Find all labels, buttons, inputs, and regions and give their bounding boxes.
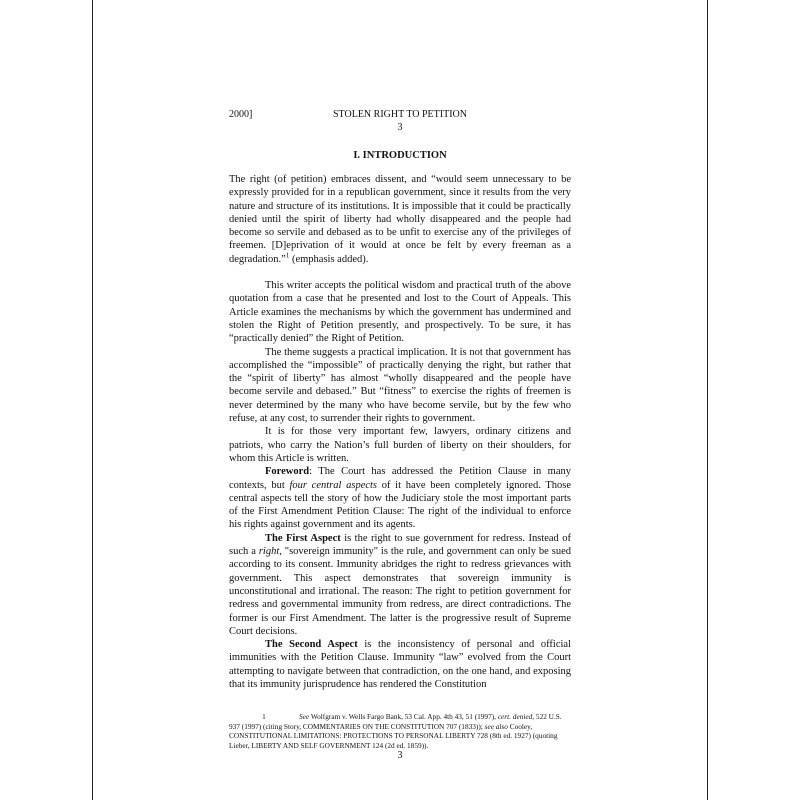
footnote-area [229, 712, 571, 750]
footnote-text-c: Cooley, CONSTITUTIONAL LIMITATIONS: PROTECTIONS TO PERSONAL LIBERTY 728 (8th ed. 1927) (quoting Lieber, LIBERTY AND SELF GOVERNMENT 124 (2d ed. 1859)). [229, 721, 558, 750]
first-aspect-text-b: , "sovereign immunity" is the rule, and government can only be sued according to its consent. Immunity abridges the right to redress grievances with government. This aspect demonstrates that sovereign immunity is unconstitutional and irrational. The reason: The right to petition government for redress and governmental immunity from redress, are direct contradictions. The former is our First Amendment. The latter is the progressive result of Supreme Court decisions. [229, 546, 571, 637]
second-aspect-lead: The Second Aspect [265, 639, 358, 651]
footnote-signal-see-also: see also [484, 721, 508, 731]
footnote-number: 1 [262, 712, 266, 721]
paragraph-2: The theme suggests a practical implication. It is not that government has accomplished the “impossible” of practically denying the right, but rather that the “spirit of liberty” has almost “wholly disappeared and the people have become servile and debased.” But “fitness” to exercise the rights of freemen is never determined by the many who have become servile, but by the few who refuse, at any cost, to surrender their rights to government. [229, 346, 571, 425]
first-aspect-lead: The First Aspect [265, 532, 341, 544]
header-volume-year: 2000] [229, 109, 253, 120]
foreword-text-b: of it have been completely ignored. Those central aspects tell the story of how the Judiciary stole the most important parts of the First Amendment Petition Clause: The right of the individual to enforce his rights against government and its agents. [229, 479, 572, 531]
quote-text: The right (of petition) embraces dissent, and “would seem unnecessary to be expressly provided for in a republican government, since it results from the very nature and structure of its institutions. It is impossible that it could be practically denied until the spirit of liberty had wholly disappeared and the people had become so servile and debased as to be unfit to exercise any of the privileges of freemen. [D]eprivation of it would at once be felt by every freeman as a degradation.” [229, 174, 571, 265]
footnote-text-a: Wolfgram v. Wells Fargo Bank, 53 Cal. App. 4th 43, 51 (1997), [309, 712, 498, 721]
footnote-signal-see: See [299, 712, 310, 721]
quote-trailer: (emphasis added). [289, 253, 369, 265]
footnote-text-b: , 522 U.S. 937 (1997) (citing Story, COMMENTARIES ON THE CONSTITUTION 707 (1833)); [229, 712, 562, 731]
paragraph-foreword [229, 465, 571, 531]
header-title: STOLEN RIGHT TO PETITION [333, 109, 467, 120]
section-heading: I. INTRODUCTION [353, 150, 447, 161]
foreword-text-a: : The Court has addressed the Petition Clause in many contexts, but [229, 466, 571, 491]
second-aspect-text: is the inconsistency of personal and official immunities with the Petition Clause. Immunity “law” evolved from the Court attempting to navigate between that contradiction, on the one hand, and exposing that its immunity jurisprudence has rendered the Constitution [229, 639, 571, 690]
running-header [229, 108, 571, 136]
block-quote [229, 173, 571, 266]
paragraph-1: This writer accepts the political wisdom and practical truth of the above quotation from a case that he presented and lost to the Court of Appeals. This Article examines the mechanisms by which the government has undermined and stolen the Right of Petition presently, and prospectively. To be sure, it has “practically denied” the Right of Petition. [229, 280, 571, 345]
footnote-reference[interactable]: 1 [285, 251, 290, 260]
body-text [229, 173, 571, 691]
foreword-emphasis: four central aspects [289, 479, 378, 491]
paragraph-3: It is for those very important few, lawyers, ordinary citizens and patriots, who carry the Nation’s full burden of liberty on their shoulders, for whom this Article is written. [229, 426, 571, 464]
paragraph-second-aspect [229, 638, 571, 691]
footnote-1 [229, 712, 571, 750]
first-aspect-text-a: is the right to sue government for redress. Instead of such a [229, 532, 571, 558]
foreword-lead: Foreword [265, 466, 310, 478]
first-aspect-emphasis: right [258, 546, 280, 558]
header-page-number: 3 [397, 122, 403, 133]
paragraph-first-aspect [229, 532, 571, 638]
page-footer-number: 3 [397, 750, 403, 761]
footnote-cert-denied: cert. denied [497, 712, 533, 721]
